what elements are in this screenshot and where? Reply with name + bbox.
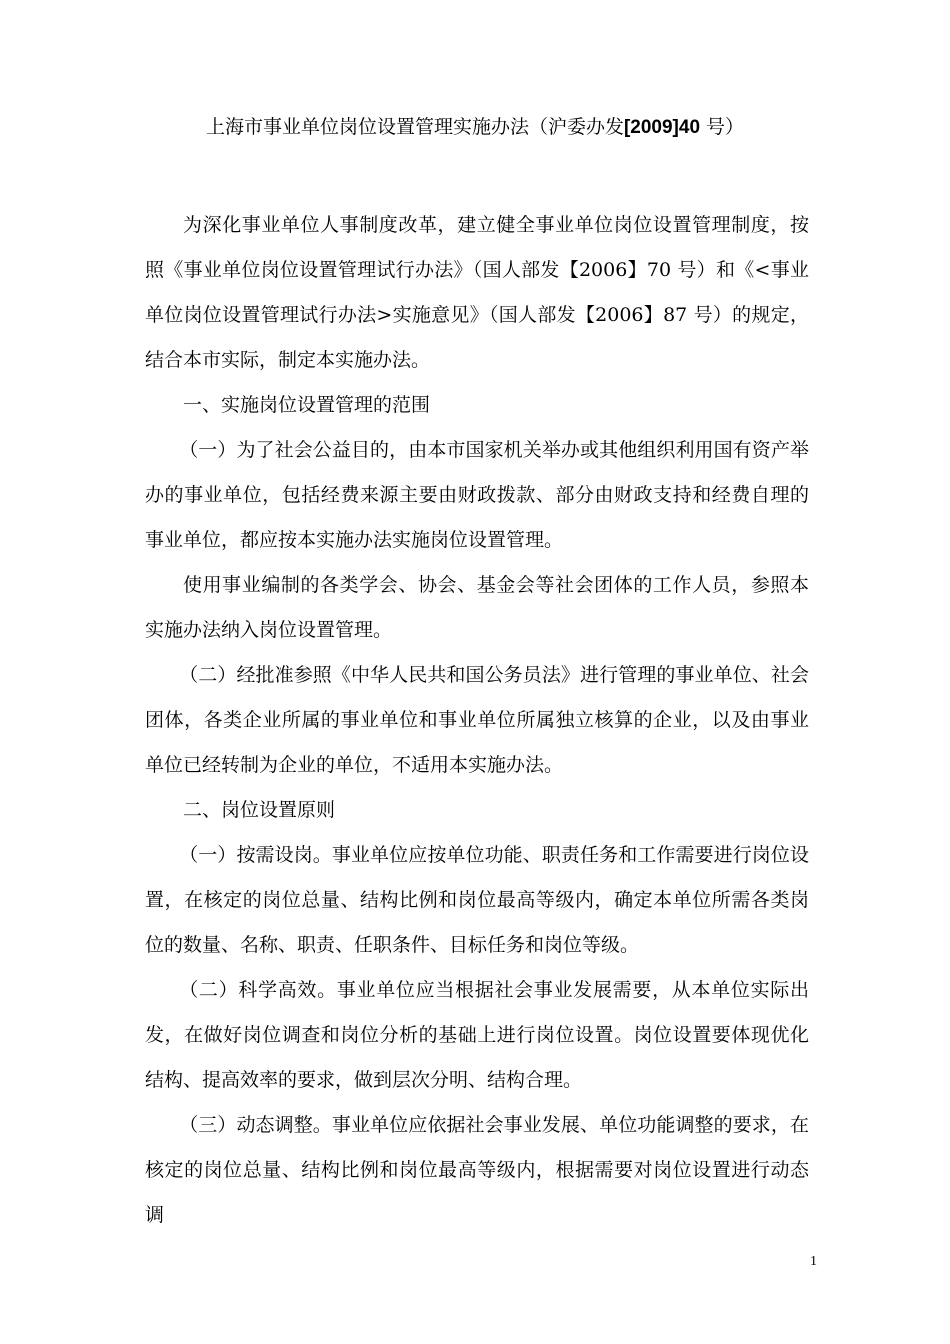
title-document-number: [2009]40 <box>623 117 701 138</box>
title-prefix: 上海市事业单位岗位设置管理实施办法（沪委办发 <box>205 116 624 138</box>
scope-item-2: （二）经批准参照《中华人民共和国公务员法》进行管理的事业单位、社会团体，各类企业所属的事业单位和事业单位所属独立核算的企业，以及由事业单位已经转制为企业的单位，不适用本实施办法。 <box>145 664 809 776</box>
document-body <box>145 203 809 1238</box>
section-heading-principles: 二、岗位设置原则 <box>183 799 336 821</box>
principle-item-2: （二）科学高效。事业单位应当根据社会事业发展需要，从本单位实际出发，在做好岗位调查和岗位分析的基础上进行岗位设置。岗位设置要体现优化结构、提高效率的要求，做到层次分明、结构合理。 <box>145 979 809 1091</box>
scope-item-1: （一）为了社会公益目的，由本市国家机关举办或其他组织利用国有资产举办的事业单位，包括经费来源主要由财政拨款、部分由财政支持和经费自理的事业单位，都应按本实施办法实施岗位设置管理。 <box>145 439 809 551</box>
scope-item-1-note: 使用事业编制的各类学会、协会、基金会等社会团体的工作人员，参照本实施办法纳入岗位设置管理。 <box>145 574 809 641</box>
principle-item-3: （三）动态调整。事业单位应依据社会事业发展、单位功能调整的要求，在核定的岗位总量、结构比例和岗位最高等级内，根据需要对岗位设置进行动态调 <box>145 1114 809 1226</box>
page-number: 1 <box>810 1254 817 1269</box>
intro-paragraph: 为深化事业单位人事制度改革，建立健全事业单位岗位设置管理制度，按照《事业单位岗位设置管理试行办法》（国人部发【2006】70 号）和《<事业单位岗位设置管理试行办法>实施意见》（国人部发【2006】87 号）的规定，结合本市实际，制定本实施办法。 <box>145 214 809 371</box>
section-heading-scope: 一、实施岗位设置管理的范围 <box>183 394 431 416</box>
principle-item-1: （一）按需设岗。事业单位应按单位功能、职责任务和工作需要进行岗位设置，在核定的岗位总量、结构比例和岗位最高等级内，确定本单位所需各类岗位的数量、名称、职责、任职条件、目标任务和岗位等级。 <box>145 844 809 956</box>
title-suffix: 号） <box>700 116 745 138</box>
document-title <box>0 113 950 142</box>
